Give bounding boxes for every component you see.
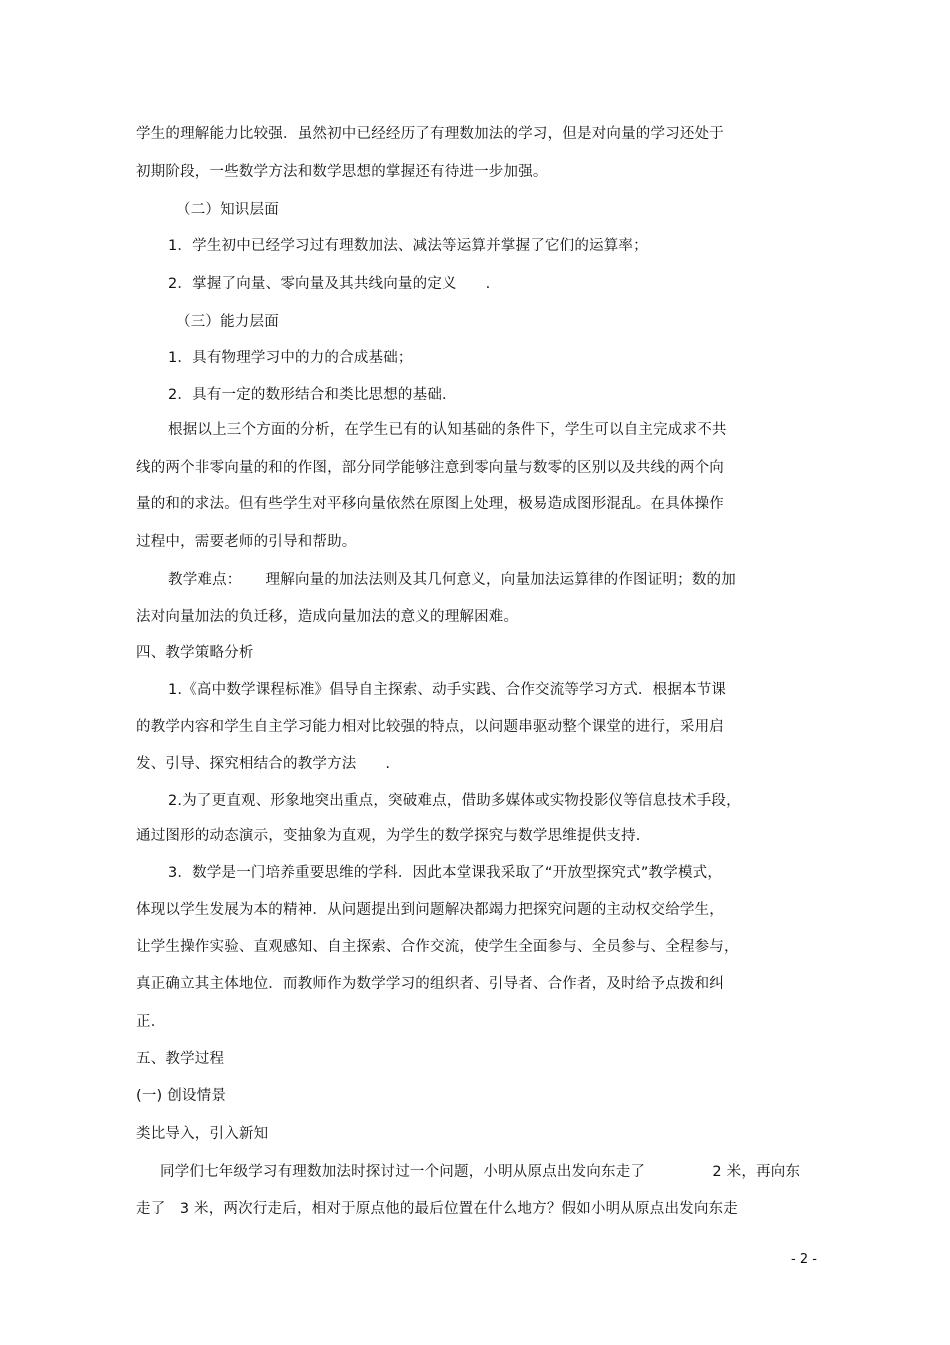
text-line: 教学难点： 理解向量的加法法则及其几何意义，向量加法运算律的作图证明；数的加 xyxy=(168,572,736,588)
text-line: （三）能力层面 xyxy=(176,314,279,330)
text-line: 四、教学策略分析 xyxy=(136,645,254,661)
text-line: 初期阶段，一些数学方法和数学思想的掌握还有待进一步加强。 xyxy=(136,164,548,180)
text-line: 1.《高中数学课程标准》倡导自主探索、动手实践、合作交流等学习方式．根据本节课 xyxy=(168,682,727,698)
text-line: 2．掌握了向量、零向量及其共线向量的定义 . xyxy=(168,276,491,292)
text-line: 法对向量加法的负迁移，造成向量加法的意义的理解困难。 xyxy=(136,609,519,625)
page-number: - 2 - xyxy=(791,1252,817,1267)
text-line: 1．具有物理学习中的力的合成基础； xyxy=(168,350,413,366)
text-line: 走了 3 米，两次行走后，相对于原点他的最后位置在什么地方？假如小明从原点出发向东走 xyxy=(136,1201,738,1217)
text-line: 2．具有一定的数形结合和类比思想的基础． xyxy=(168,387,457,403)
text-line: 过程中，需要老师的引导和帮助。 xyxy=(136,534,357,550)
text-line: 的教学内容和学生自主学习能力相对比较强的特点，以问题串驱动整个课堂的进行，采用启 xyxy=(136,719,724,735)
text-line: 2.为了更直观、形象地突出重点，突破难点，借助多媒体或实物投影仪等信息技术手段， xyxy=(168,793,741,809)
text-line: 体现以学生发展为本的精神．从问题提出到问题解决都竭力把探究问题的主动权交给学生， xyxy=(136,902,724,918)
text-line: 类比导入，引入新知 xyxy=(136,1126,269,1142)
text-line: 五、教学过程 xyxy=(136,1051,225,1067)
text-line: 3．数学是一门培养重要思维的学科．因此本堂课我采取了“开放型探究式”教学模式， xyxy=(168,865,723,881)
text-line: 线的两个非零向量的和的作图，部分同学能够注意到零向量与数零的区别以及共线的两个向 xyxy=(136,460,724,476)
text-line: 学生的理解能力比较强．虽然初中已经经历了有理数加法的学习，但是对向量的学习还处于 xyxy=(136,126,724,142)
text-line: 让学生操作实验、直观感知、自主探索、合作交流，使学生全面参与、全员参与、全程参与， xyxy=(136,939,739,955)
text-line: （二）知识层面 xyxy=(176,202,279,218)
text-line: 根据以上三个方面的分析，在学生已有的认知基础的条件下，学生可以自主完成求不共 xyxy=(168,422,727,438)
text-line: 1．学生初中已经学习过有理数加法、减法等运算并掌握了它们的运算率； xyxy=(168,238,648,254)
text-line: (一) 创设情景 xyxy=(136,1088,227,1104)
text-line: 真正确立其主体地位．而教师作为数学学习的组织者、引导者、合作者，及时给予点拨和纠 xyxy=(136,976,724,992)
text-line: 发、引导、探究相结合的教学方法 . xyxy=(136,756,391,772)
text-line: 同学们七年级学习有理数加法时探讨过一个问题，小明从原点出发向东走了 2 米，再向东 xyxy=(160,1164,801,1180)
text-line: 量的和的求法。但有些学生对平移向量依然在原图上处理，极易造成图形混乱。在具体操作 xyxy=(136,496,724,512)
text-line: 通过图形的动态演示，变抽象为直观，为学生的数学探究与数学思维提供支持． xyxy=(136,828,651,844)
text-line: 正． xyxy=(136,1014,166,1030)
